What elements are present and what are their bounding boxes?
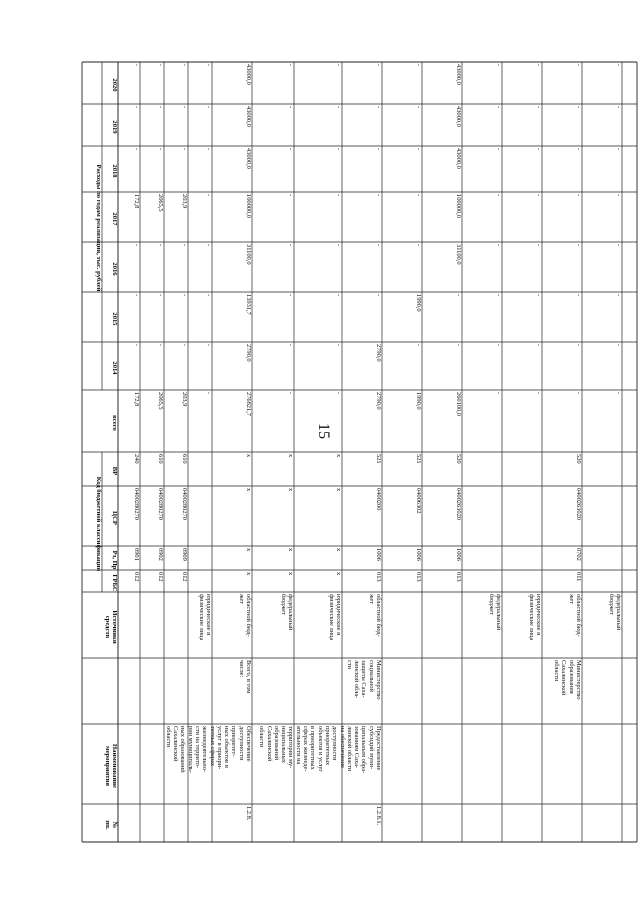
row-year-value: 31100,0 <box>455 244 462 265</box>
row-year-value: - <box>415 106 422 109</box>
row-rzpr: 1006 <box>415 548 422 561</box>
row-csr: 04006302 <box>415 488 422 514</box>
row-source: юридические и физические лица <box>327 594 342 641</box>
row-year-value: - <box>205 194 212 197</box>
row-total: 2790,0 <box>375 392 382 410</box>
row-vr: x <box>245 454 252 458</box>
row-year-value: 1990,0 <box>415 294 422 312</box>
header-csr: ЦСР <box>111 511 118 525</box>
row-grbs: 013 <box>415 572 422 582</box>
row-year-value: 43000,0 <box>455 64 462 85</box>
row-year-value: 31100,0 <box>245 244 252 265</box>
row-year-value: - <box>157 64 164 67</box>
row-csr: x <box>287 488 294 492</box>
row-year-value: - <box>575 148 582 151</box>
row-total: 260100,0 <box>455 392 462 416</box>
row-year-value: 172,8 <box>133 194 140 209</box>
row-year-value: - <box>375 244 382 247</box>
header-sources: Источники средств <box>103 610 118 644</box>
header-year: 2019 <box>111 120 118 134</box>
row-year-value: - <box>287 194 294 197</box>
row-csr: 0400263020 <box>455 488 462 520</box>
row-total: 276821,7 <box>245 392 252 416</box>
row-year-value: - <box>375 194 382 197</box>
row-csr: 0400200 <box>375 488 382 511</box>
row-source: областной бюд- жет <box>367 594 382 637</box>
row-year-value: - <box>335 194 342 197</box>
row-year-value: 2790,0 <box>375 344 382 362</box>
row-year-value: - <box>535 194 542 197</box>
row-year-value: - <box>335 148 342 151</box>
row-year-value: - <box>375 148 382 151</box>
row-name: Предоставление субсидий муни- ципальным обра- зованиям Саха- линской области на обеспечение доступности приоритетных объектов и услуг в приоритетных сферах жизнеде- ятельности на территории му- ниципальных образований Сахалинской области <box>258 726 382 774</box>
row-year-value: 100000,0 <box>455 194 462 218</box>
row-grbs: 012 <box>181 572 188 582</box>
row-year-value: - <box>415 64 422 67</box>
row-name: Обеспечение доступности приоритет- ных объектов и услуг в приори- тетных сферах жизнедеятельно- сти на террито- рии муниципаль- ных образований Сахалинской области <box>164 726 252 774</box>
row-year-value: 100000,0 <box>245 194 252 218</box>
row-total: 172,8 <box>133 392 140 407</box>
row-year-value: - <box>133 106 140 109</box>
row-rzpr: x <box>287 548 294 552</box>
row-year-value: - <box>575 194 582 197</box>
row-year-value: - <box>181 244 188 247</box>
row-responsible: Министерство образования Сахалинской области <box>553 660 582 700</box>
row-year-value: - <box>535 64 542 67</box>
page-number: 15 <box>315 423 332 439</box>
row-responsible: Министерство социальной защиты Саха- линской обла- сти <box>345 660 382 700</box>
row-year-value: - <box>157 148 164 151</box>
row-total: - <box>335 392 342 395</box>
row-year-value: 43000,0 <box>455 148 462 169</box>
header-year: 2018 <box>111 164 118 178</box>
row-rzpr: x <box>335 548 342 552</box>
row-year-value: - <box>615 294 622 297</box>
header-year: 2020 <box>111 78 118 92</box>
row-year-value: - <box>335 244 342 247</box>
row-rzpr: 0901 <box>133 548 140 561</box>
row-total: - <box>615 392 622 395</box>
header-vr: ВР <box>111 466 118 476</box>
row-year-value: - <box>205 244 212 247</box>
row-year-value: - <box>415 194 422 197</box>
row-year-value: - <box>535 244 542 247</box>
row-num: 1.2.8.1. <box>375 806 382 826</box>
row-vr: 521 <box>375 454 382 464</box>
row-grbs: 012 <box>157 572 164 582</box>
row-year-value: - <box>495 148 502 151</box>
row-year-value: - <box>181 148 188 151</box>
row-year-value: - <box>205 294 212 297</box>
row-source: юридические и физические лица <box>527 594 542 641</box>
row-vr: x <box>335 454 342 458</box>
row-year-value: - <box>335 106 342 109</box>
row-year-value: - <box>575 244 582 247</box>
row-source: областной бюд- жет <box>237 594 252 637</box>
row-year-value: - <box>335 344 342 347</box>
row-year-value: - <box>133 64 140 67</box>
row-year-value: - <box>205 148 212 151</box>
row-vr: 610 <box>157 454 164 464</box>
header-rzpr: Рз, Пр <box>111 550 118 570</box>
row-year-value: - <box>495 294 502 297</box>
row-year-value: - <box>205 64 212 67</box>
header-year: 2015 <box>111 312 118 326</box>
row-year-value: - <box>535 148 542 151</box>
row-year-value: - <box>287 344 294 347</box>
row-vr: 240 <box>133 454 140 464</box>
row-year-value: - <box>181 294 188 297</box>
row-year-value: 43000,0 <box>245 106 252 127</box>
budget-table <box>82 62 637 842</box>
row-year-value: - <box>375 64 382 67</box>
row-year-value: - <box>535 344 542 347</box>
row-year-value: - <box>495 344 502 347</box>
row-year-value: 203,9 <box>181 194 188 209</box>
row-year-value: - <box>157 244 164 247</box>
row-year-value: - <box>287 64 294 67</box>
header-name: Наименование мероприятия <box>103 744 118 788</box>
row-num: 1.2.8. <box>245 806 252 821</box>
row-vr: 520 <box>455 454 462 464</box>
row-vr: 521 <box>415 454 422 464</box>
row-rzpr: 1006 <box>375 548 382 561</box>
row-year-value: - <box>615 148 622 151</box>
row-csr: 0400280270 <box>181 488 188 520</box>
row-year-value: - <box>535 294 542 297</box>
row-csr: x <box>335 488 342 492</box>
row-year-value: - <box>615 244 622 247</box>
row-vr: 520 <box>575 454 582 464</box>
row-year-value: - <box>287 244 294 247</box>
row-year-value: - <box>415 344 422 347</box>
header-budget-code: Код бюджетной классификации <box>95 476 102 572</box>
row-source: юридические и физические лица <box>197 594 212 641</box>
row-csr: x <box>245 488 252 492</box>
row-total: - <box>205 392 212 395</box>
row-year-value: - <box>495 64 502 67</box>
header-grbs: ГРБС <box>111 574 118 592</box>
row-year-value: - <box>181 344 188 347</box>
row-year-value: - <box>133 244 140 247</box>
row-grbs: 011 <box>575 572 582 582</box>
row-grbs: 013 <box>375 572 382 582</box>
row-year-value: - <box>181 106 188 109</box>
row-grbs: x <box>245 572 252 576</box>
row-total: 1990,0 <box>415 392 422 410</box>
row-year-value: 43000,0 <box>455 106 462 127</box>
row-vr: 610 <box>181 454 188 464</box>
row-year-value: - <box>287 294 294 297</box>
row-year-value: - <box>375 106 382 109</box>
row-year-value: 13931,7 <box>245 294 252 315</box>
row-year-value: - <box>575 64 582 67</box>
row-vr: x <box>287 454 294 458</box>
row-year-value: - <box>335 294 342 297</box>
row-year-value: - <box>133 294 140 297</box>
row-source: федеральный бюджет <box>487 594 502 631</box>
row-total: - <box>575 392 582 395</box>
row-grbs: x <box>335 572 342 576</box>
row-year-value: - <box>615 344 622 347</box>
row-grbs: x <box>287 572 294 576</box>
row-year-value: - <box>415 244 422 247</box>
row-rzpr: 0702 <box>575 548 582 561</box>
row-csr: 0400263020 <box>575 488 582 520</box>
row-year-value: - <box>133 148 140 151</box>
row-total: - <box>287 392 294 395</box>
row-year-value: - <box>535 106 542 109</box>
row-year-value: - <box>205 106 212 109</box>
row-responsible: Всего, в том числе: <box>237 660 252 694</box>
row-year-value: - <box>615 64 622 67</box>
row-year-value: - <box>575 294 582 297</box>
row-year-value: - <box>495 194 502 197</box>
row-year-value: - <box>133 344 140 347</box>
row-source: федеральный бюджет <box>607 594 622 631</box>
row-year-value: 2790,0 <box>245 344 252 362</box>
row-source: федеральный бюджет <box>279 594 294 631</box>
row-year-value: - <box>615 194 622 197</box>
row-year-value: - <box>157 106 164 109</box>
row-year-value: - <box>287 148 294 151</box>
row-rzpr: 0909 <box>181 548 188 561</box>
row-rzpr: 0902 <box>157 548 164 561</box>
row-year-value: - <box>181 64 188 67</box>
header-responsible <box>82 658 118 726</box>
row-grbs: 012 <box>133 572 140 582</box>
row-year-value: - <box>455 344 462 347</box>
row-total: - <box>535 392 542 395</box>
row-year-value: - <box>415 148 422 151</box>
row-year-value: - <box>157 344 164 347</box>
row-year-value: - <box>335 64 342 67</box>
header-year: 2016 <box>111 262 118 276</box>
header-expenses: Расходы по годам реализации, тыс. рублей <box>95 164 102 292</box>
row-year-value: - <box>455 294 462 297</box>
header-year: 2014 <box>111 361 118 375</box>
row-rzpr: 1006 <box>455 548 462 561</box>
header-total: всего <box>111 415 118 431</box>
row-csr: 0400280270 <box>157 488 164 520</box>
row-year-value: - <box>287 106 294 109</box>
row-rzpr: x <box>245 548 252 552</box>
row-year-value: - <box>157 294 164 297</box>
row-csr: 0400280270 <box>133 488 140 520</box>
row-year-value: - <box>575 344 582 347</box>
row-grbs: 013 <box>455 572 462 582</box>
row-year-value: 2065,5 <box>157 194 164 212</box>
row-total: - <box>495 392 502 395</box>
row-year-value: 43000,0 <box>245 64 252 85</box>
row-year-value: - <box>495 244 502 247</box>
row-year-value: - <box>615 106 622 109</box>
row-source: областной бюд- жет <box>567 594 582 637</box>
row-total: 2065,5 <box>157 392 164 410</box>
row-year-value: - <box>575 106 582 109</box>
header-year: 2017 <box>111 212 118 226</box>
row-year-value: 43000,0 <box>245 148 252 169</box>
row-total: 203,9 <box>181 392 188 407</box>
row-year-value: - <box>205 344 212 347</box>
row-year-value: - <box>495 106 502 109</box>
header-num: № пп. <box>103 820 118 830</box>
row-year-value: - <box>375 294 382 297</box>
